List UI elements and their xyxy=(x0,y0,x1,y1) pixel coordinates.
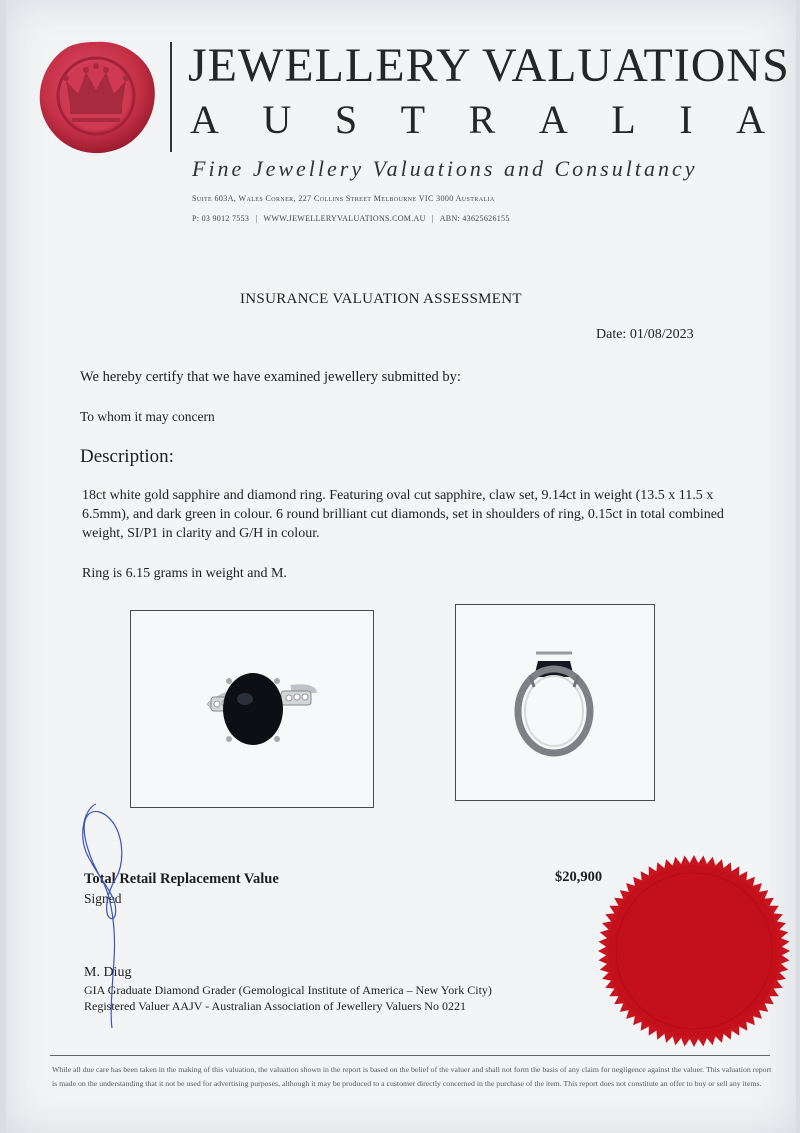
ring-weight-size: Ring is 6.15 grams in weight and M. xyxy=(82,566,287,581)
red-foil-seal-icon xyxy=(596,853,792,1049)
abn-number: ABN: 43625626155 xyxy=(439,214,510,223)
phone-number: P: 03 9012 7553 xyxy=(192,214,250,223)
valuer-credential-gia: GIA Graduate Diamond Grader (Gemological Institute of America – New York City) xyxy=(84,983,492,997)
contact-separator: | xyxy=(431,214,434,223)
company-country xyxy=(190,98,765,142)
description-heading: Description: xyxy=(80,446,174,467)
total-value-amount: $20,900 xyxy=(555,869,603,885)
valuation-certificate xyxy=(6,0,796,1133)
country-letter: A xyxy=(736,97,765,142)
total-value-label: Total Retail Replacement Value xyxy=(84,871,279,887)
valuer-name: M. Diug xyxy=(84,965,132,980)
certify-statement: We hereby certify that we have examined jewellery submitted by: xyxy=(80,369,461,385)
country-letter: R xyxy=(468,97,496,142)
document-date: Date: 01/08/2023 xyxy=(596,327,694,342)
signed-label: Signed xyxy=(84,891,122,906)
valuer-credential-aajv: Registered Valuer AAJV - Australian Association of Jewellery Valuers No 0221 xyxy=(84,999,466,1013)
document-title: INSURANCE VALUATION ASSESSMENT xyxy=(240,291,522,307)
ring-top-view-image xyxy=(131,611,373,807)
ring-photo-side-view xyxy=(455,604,655,801)
contact-separator: | xyxy=(255,214,258,223)
country-letter: U xyxy=(262,97,292,142)
footer-divider xyxy=(50,1055,770,1056)
address: Suite 603A, Wales Corner, 227 Collins Street Melbourne VIC 3000 Australia xyxy=(192,194,495,203)
tagline: Fine Jewellery Valuations and Consultancy xyxy=(192,156,698,181)
country-letter: T xyxy=(400,97,426,142)
submitted-by: To whom it may concern xyxy=(80,409,215,424)
wax-seal-crown-icon xyxy=(36,38,158,156)
header-divider xyxy=(170,42,172,152)
country-letter: L xyxy=(611,97,636,142)
company-name: JEWELLERY VALUATIONS xyxy=(188,39,790,92)
country-letter: S xyxy=(334,97,358,142)
footer-disclaimer: While all due care has been taken in the making of this valuation, the valuation shown in the report is based on the belief of the valuer and shall not form the basis of any claim for negligence against the valuer. This valuation report is made on the understanding that it not be used for advertising purposes, although it may be produced to a customer directly concerned in the purchase of the item. This report does not constitute an offer to buy or sell any items. xyxy=(52,1065,772,1088)
country-letter: A xyxy=(190,97,219,142)
ring-side-view-image xyxy=(456,605,654,800)
ring-photo-top-view xyxy=(130,610,374,808)
description-body: 18ct white gold sapphire and diamond ring. Featuring oval cut sapphire, claw set, 9.14ct in weight (13.5 x 11.5 x 6.5mm), and dark green in colour. 6 round brilliant cut diamonds, set in shoulders of ring, 0.15ct in total combined weight, SI/P1 in clarity and G/H in colour. xyxy=(82,488,724,541)
contact-line xyxy=(192,214,514,223)
country-letter: I xyxy=(679,97,693,142)
website-link[interactable]: WWW.JEWELLERYVALUATIONS.COM.AU xyxy=(263,214,426,223)
country-letter: A xyxy=(538,97,568,142)
